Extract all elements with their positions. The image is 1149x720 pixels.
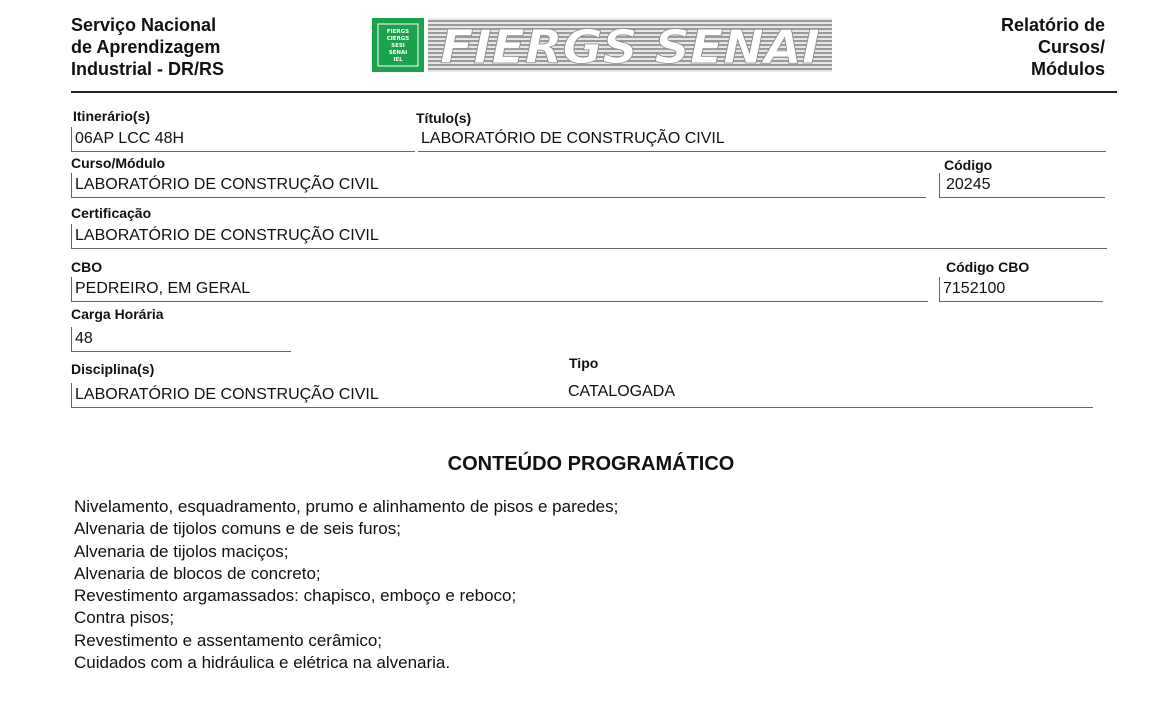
certificacao-label: Certificação bbox=[71, 205, 152, 221]
disciplina-value: LABORATÓRIO DE CONSTRUÇÃO CIVIL bbox=[71, 383, 1093, 408]
header-divider bbox=[71, 91, 1117, 93]
codigo-label: Código bbox=[944, 157, 993, 173]
tipo-value: CATALOGADA bbox=[568, 383, 675, 400]
curso-label: Curso/Módulo bbox=[71, 155, 166, 171]
list-item: Nivelamento, esquadramento, prumo e alinhamento de pisos e paredes; bbox=[74, 497, 619, 516]
certificacao-value: LABORATÓRIO DE CONSTRUÇÃO CIVIL bbox=[71, 224, 1107, 249]
codigo-value: 20245 bbox=[939, 173, 1105, 198]
titulo-label: Título(s) bbox=[416, 110, 472, 126]
codigo-cbo-value: 7152100 bbox=[939, 277, 1103, 302]
list-item: Contra pisos; bbox=[74, 608, 175, 628]
itinerario-label: Itinerário(s) bbox=[73, 108, 151, 124]
list-item: Revestimento e assentamento cerâmico; bbox=[74, 630, 383, 650]
cbo-label: CBO bbox=[71, 259, 103, 275]
svg-text:SESI: SESI bbox=[391, 43, 405, 49]
cbo-value: PEDREIRO, EM GERAL bbox=[71, 277, 928, 302]
list-item: Alvenaria de tijolos comuns e de seis furos; bbox=[74, 519, 401, 539]
program-content-list bbox=[74, 496, 618, 674]
tipo-label: Tipo bbox=[569, 355, 599, 371]
svg-text:SENAI: SENAI bbox=[388, 50, 408, 56]
svg-text:CIERGS: CIERGS bbox=[386, 36, 410, 42]
titulo-value: LABORATÓRIO DE CONSTRUÇÃO CIVIL bbox=[418, 127, 1106, 152]
curso-value: LABORATÓRIO DE CONSTRUÇÃO CIVIL bbox=[71, 173, 926, 198]
svg-text:FIERGS SENAI: FIERGS SENAI bbox=[440, 20, 820, 72]
list-item: Alvenaria de blocos de concreto; bbox=[74, 563, 321, 583]
program-content-title: CONTEÚDO PROGRAMÁTICO bbox=[447, 453, 735, 475]
svg-text:FIERGS: FIERGS bbox=[386, 29, 410, 35]
svg-text:IEL: IEL bbox=[393, 57, 403, 63]
list-item: Alvenaria de tijolos maciços; bbox=[74, 541, 289, 561]
carga-horaria-value: 48 bbox=[71, 327, 291, 352]
codigo-cbo-label: Código CBO bbox=[946, 259, 1030, 275]
disciplina-label: Disciplina(s) bbox=[71, 361, 155, 377]
itinerario-value: 06AP LCC 48H bbox=[71, 127, 415, 152]
fiergs-senai-logo bbox=[372, 18, 832, 72]
list-item: Cuidados com a hidráulica e elétrica na alvenaria. bbox=[74, 653, 451, 673]
list-item: Revestimento argamassados: chapisco, emboço e reboco; bbox=[74, 586, 517, 606]
report-title: Relatório de Cursos/ Módulos bbox=[1000, 15, 1105, 79]
carga-horaria-label: Carga Horária bbox=[71, 306, 164, 322]
organization-name: Serviço Nacional de Aprendizagem Industrial - DR/RS bbox=[71, 15, 225, 79]
